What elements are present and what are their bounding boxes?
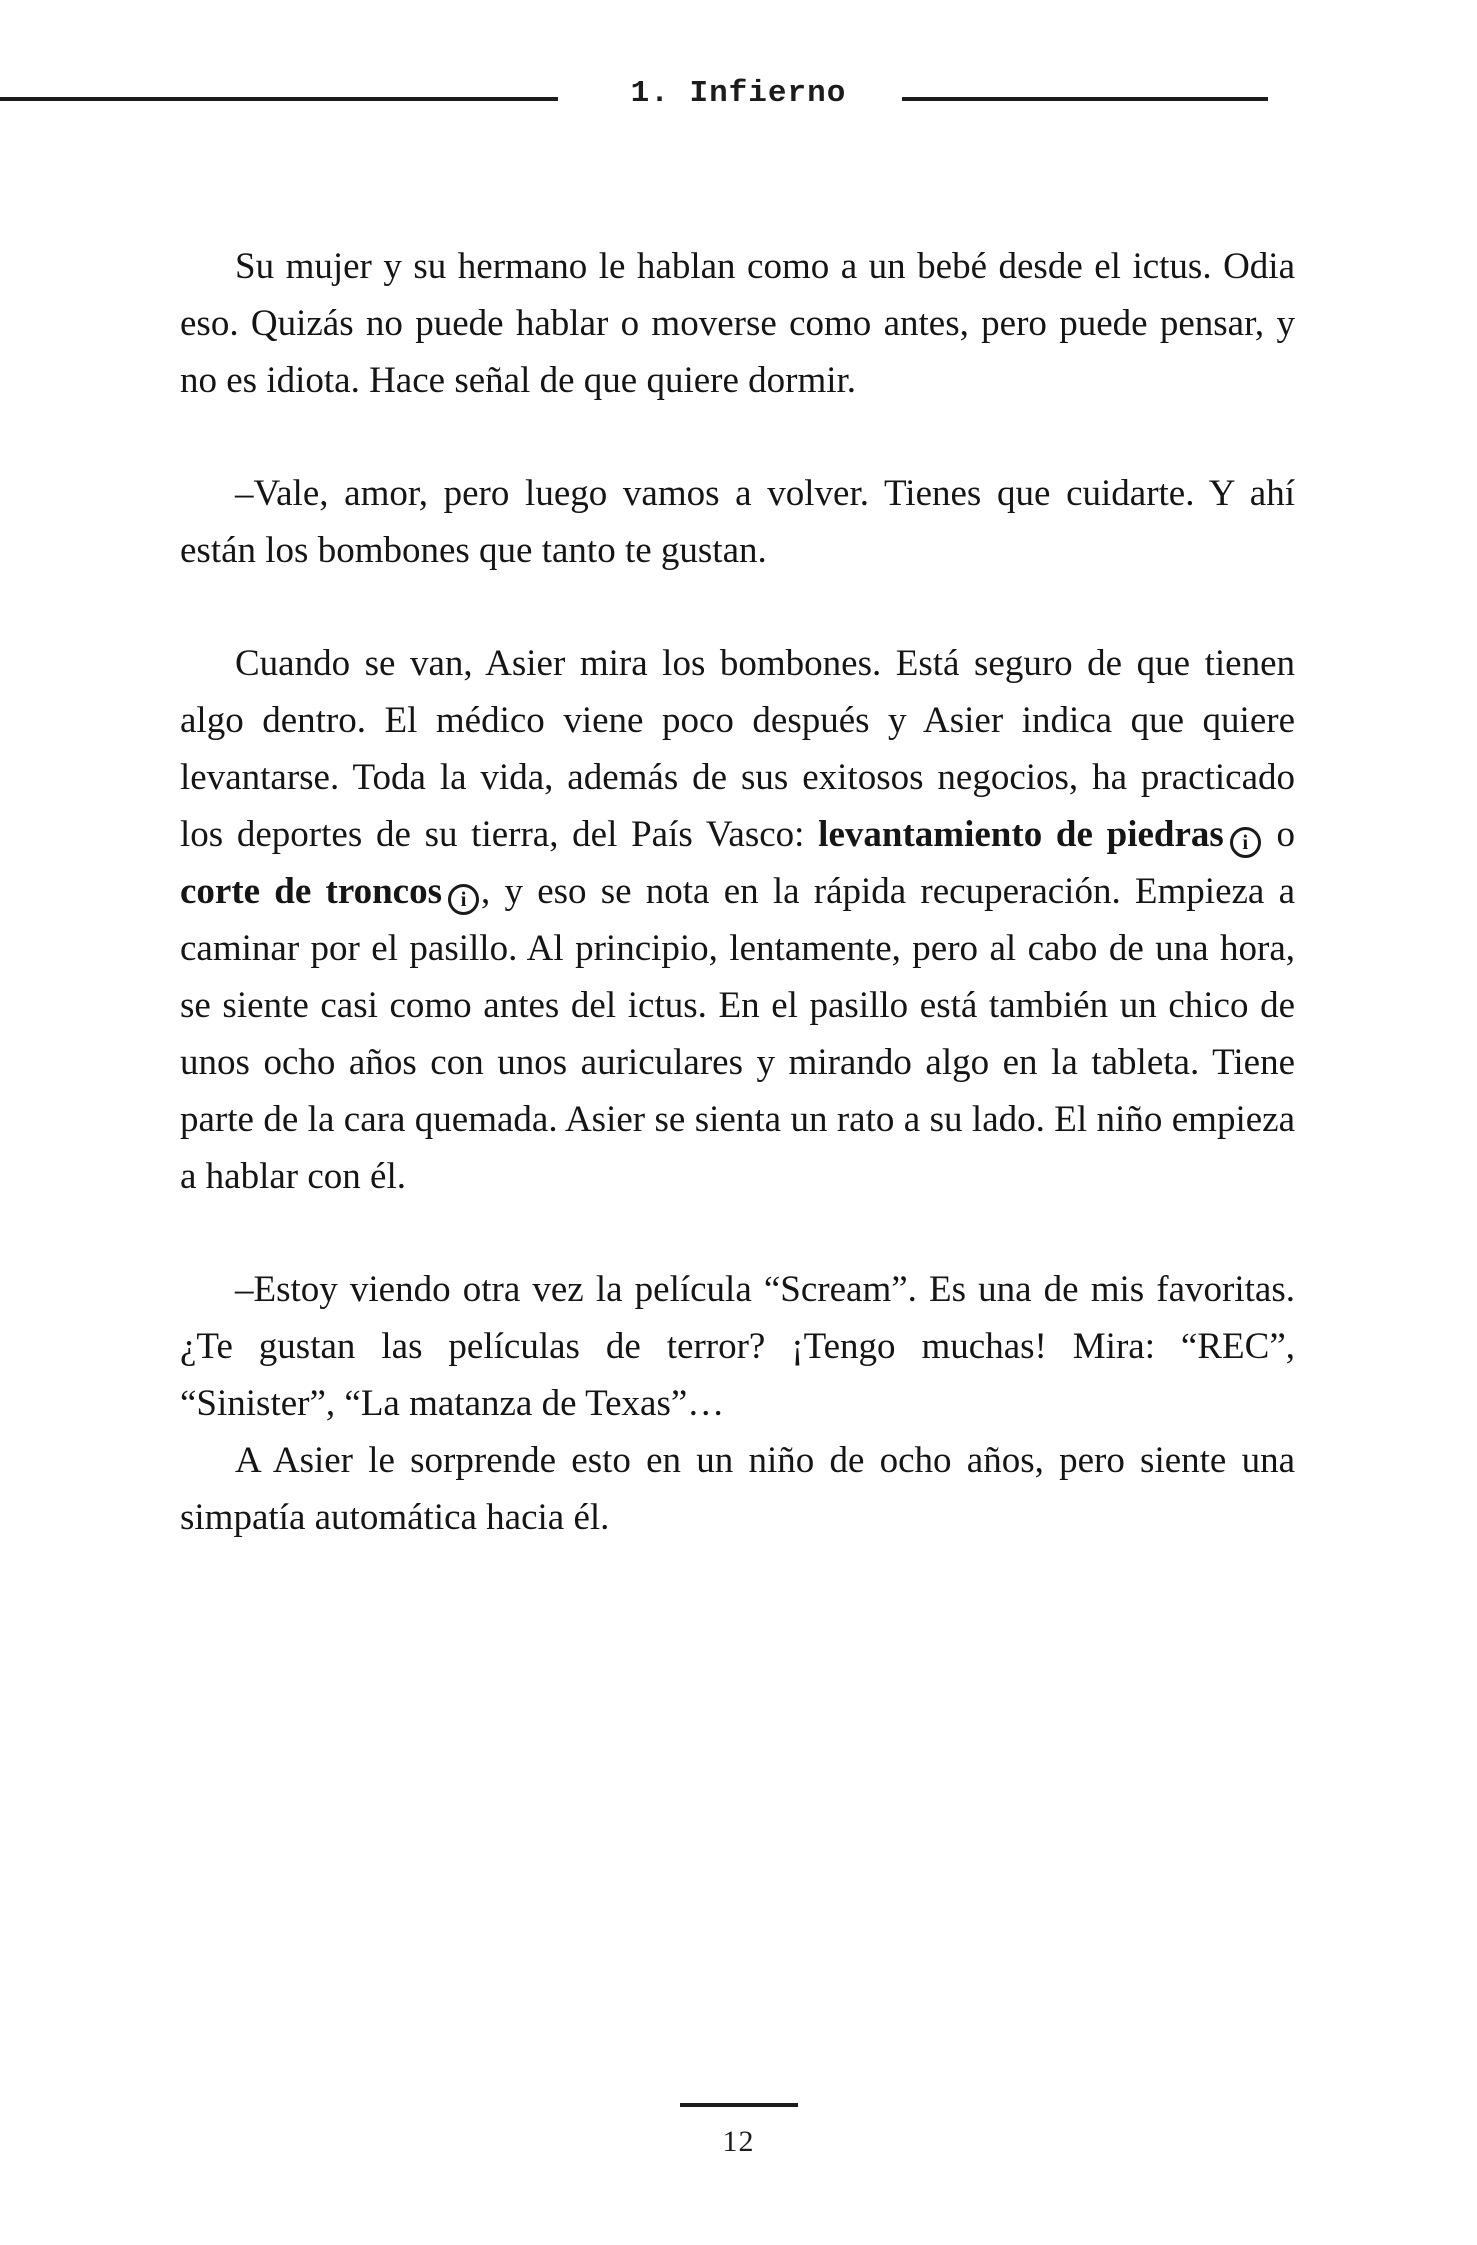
glossary-term-levantamiento: levantamiento de piedras: [818, 814, 1224, 855]
paragraph-narration-2: [180, 635, 1295, 1205]
paragraph-dialogue-1: –Vale, amor, pero luego vamos a volver. Tienes que cuidarte. Y ahí están los bombones que tanto te gustan.: [180, 473, 1295, 571]
chapter-header: [0, 76, 1477, 126]
body-text: [180, 238, 1295, 1546]
page-number: 12: [722, 2125, 755, 2158]
page-footer: [0, 2103, 1477, 2159]
paragraph-text-run: o: [1262, 814, 1296, 855]
paragraph-text-run: Cuando se van, Asier mira los bombones. Está seguro de que tienen algo dentro. El médico viene poco después y Asier indica que quiere levantarse. Toda la vida, además de sus exitosos negocios, ha practicado los deportes de su tierra, del País Vasco:: [180, 643, 1295, 855]
paragraph-dialogue-2: –Estoy viendo otra vez la película “Scream”. Es una de mis favoritas. ¿Te gustan las películas de terror? ¡Tengo muchas! Mira: “REC”, “Sinister”, “La matanza de Texas”…: [180, 1269, 1295, 1424]
header-rule-right: [902, 97, 1268, 101]
footer-rule: [680, 2103, 798, 2107]
glossary-term-corte: corte de troncos: [180, 871, 442, 912]
paragraph-narration-1: Su mujer y su hermano le hablan como a un bebé desde el ictus. Odia eso. Quizás no puede hablar o moverse como antes, pero puede pensar, y no es idiota. Hace señal de que quiere dormir.: [180, 246, 1295, 401]
paragraph-narration-3: A Asier le sorprende esto en un niño de ocho años, pero siente una simpatía automática hacia él.: [180, 1440, 1295, 1538]
paragraph-text-run: , y eso se nota en la rápida recuperación. Empieza a caminar por el pasillo. Al principio, lentamente, pero al cabo de una hora, se siente casi como antes del ictus. En el pasillo está también un chico de unos ocho años con unos auriculares y mirando algo en la tableta. Tiene parte de la cara quemada. Asier se sienta un rato a su lado. El niño empieza a hablar con él.: [180, 871, 1295, 1197]
info-icon: i: [1230, 827, 1261, 858]
info-icon: i: [448, 884, 479, 915]
chapter-title: 1. Infierno: [630, 76, 847, 111]
